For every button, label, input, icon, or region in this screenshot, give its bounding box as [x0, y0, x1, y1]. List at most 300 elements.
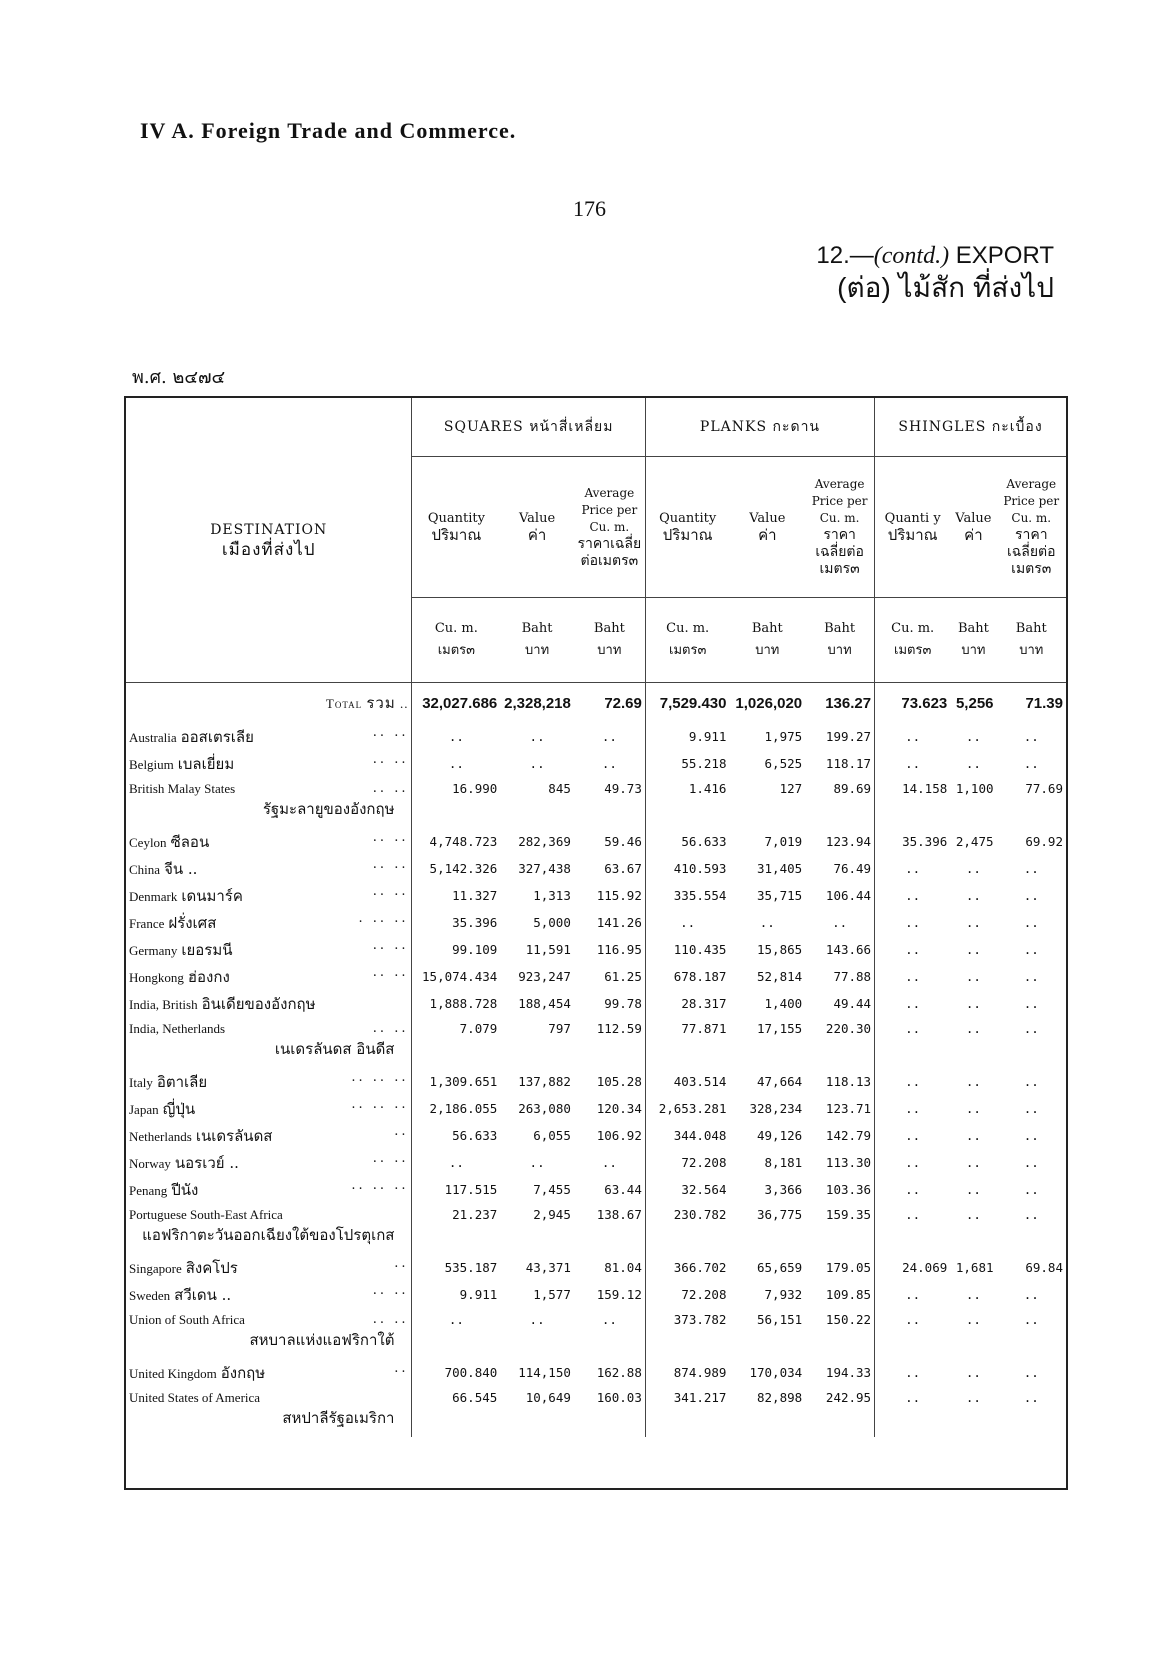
cell-planks-quantity: 341.217: [673, 1390, 727, 1405]
destination-header: [126, 398, 412, 683]
cell-planks-quantity: 77.871: [681, 1021, 727, 1036]
cell-planks-quantity: 32.564: [681, 1182, 727, 1197]
destination-name-th: นอรเวย์ ..: [174, 1153, 239, 1172]
cell-planks-value: 1,975: [764, 729, 803, 744]
destination-cell: [126, 723, 412, 750]
destination-name-en: Germany: [129, 942, 178, 958]
cell-planks-value: 82,898: [757, 1390, 803, 1405]
cell-planks-avg: 113.30: [805, 1149, 874, 1176]
planks-avg-header: Average Price per Cu. m. ราคาเฉลี่ยต่อเมตร๓: [805, 457, 874, 598]
destination-cell: [126, 1281, 412, 1308]
cell-shingles-avg: ..: [1023, 1182, 1039, 1197]
destination-name-th: เนเดรลันดส: [195, 1126, 273, 1145]
cell-squares-avg: 112.59: [574, 1017, 645, 1068]
page-number: 176: [573, 196, 606, 221]
cell-squares-avg: 99.78: [574, 990, 645, 1017]
cell-squares-avg: 81.04: [574, 1254, 645, 1281]
cell-planks-value: 127: [779, 781, 803, 796]
destination-cell: [126, 1017, 412, 1068]
cell-squares-avg: 116.95: [574, 936, 645, 963]
cell-squares-value: 6,055: [533, 1128, 571, 1143]
unit-baht: Baht บาท: [500, 598, 574, 683]
cell-squares-value: 188,454: [518, 996, 571, 1011]
cell-squares-value: 43,371: [525, 1260, 571, 1275]
cell-shingles-quantity: ..: [905, 1207, 921, 1222]
leader-dots: ..: [394, 1123, 409, 1139]
cell-squares-avg: 162.88: [574, 1359, 645, 1386]
title-contd: (contd.): [873, 243, 950, 269]
destination-name-th: สหปาลีรัฐอเมริกา: [282, 1409, 395, 1427]
cell-squares-quantity: 117.515: [444, 1182, 498, 1197]
cell-squares-quantity: 1,309.651: [429, 1074, 498, 1089]
leader-dots: .. ..: [372, 937, 409, 953]
cell-squares-avg: ..: [574, 723, 645, 750]
cell-shingles-quantity: ..: [905, 861, 921, 876]
cell-squares-value: ..: [529, 756, 545, 771]
destination-name-th: ปีนัง: [171, 1180, 199, 1199]
table-row: [126, 828, 1066, 855]
cell-planks-quantity: 28.317: [681, 996, 727, 1011]
cell-squares-avg: 61.25: [574, 963, 645, 990]
cell-planks-avg: 179.05: [805, 1254, 874, 1281]
total-label: Total รวม ..: [126, 683, 412, 724]
cell-planks-avg: 89.69: [805, 777, 874, 828]
cell-squares-value: 11,591: [525, 942, 571, 957]
cell-shingles-value: ..: [965, 942, 981, 957]
cell-shingles-value: ..: [965, 1365, 981, 1380]
destination-cell: [126, 990, 412, 1017]
cell-shingles-avg: ..: [1023, 1312, 1039, 1327]
destination-name-th: สหบาลแห่งแอฟริกาใต้: [249, 1331, 395, 1349]
cell-squares-avg: 138.67: [574, 1203, 645, 1254]
destination-name-th: ฮ่องกง: [187, 967, 230, 986]
cell-shingles-value: ..: [965, 729, 981, 744]
cell-squares-quantity: ..: [448, 729, 464, 744]
destination-name-th: ฝรั่งเศส: [168, 913, 217, 932]
table-row: [126, 1386, 1066, 1437]
cell-squares-value: 845: [548, 781, 571, 796]
cell-shingles-value: ..: [965, 1128, 981, 1143]
table-row: [126, 1176, 1066, 1203]
cell-planks-quantity: 72.208: [681, 1155, 727, 1170]
cell-shingles-avg: ..: [1023, 1155, 1039, 1170]
destination-name-en: United Kingdom: [129, 1365, 217, 1381]
total-squares-avg: 72.69: [574, 683, 645, 724]
cell-planks-quantity: 366.702: [673, 1260, 727, 1275]
cell-shingles-quantity: ..: [905, 1074, 921, 1089]
cell-planks-avg: 194.33: [805, 1359, 874, 1386]
squares-avg-header: Average Price per Cu. m. ราคาเฉลี่ยต่อเมตร๓: [574, 457, 645, 598]
leader-dots: .. ..: [372, 781, 409, 796]
destination-name-th: อังกฤษ: [220, 1363, 266, 1382]
cell-squares-quantity: 66.545: [452, 1390, 498, 1405]
destination-cell: [126, 963, 412, 990]
group-squares: SQUARES หน้าสี่เหลี่ยม: [412, 398, 645, 457]
cell-squares-avg: 63.67: [574, 855, 645, 882]
cell-planks-quantity: 72.208: [681, 1287, 727, 1302]
destination-cell: [126, 1359, 412, 1386]
destination-header-en: DESTINATION: [210, 522, 328, 538]
cell-squares-avg: ..: [574, 1308, 645, 1359]
table-row: [126, 936, 1066, 963]
table-row: [126, 855, 1066, 882]
table-row: [126, 990, 1066, 1017]
cell-squares-avg: 49.73: [574, 777, 645, 828]
unit-baht: Baht บาท: [574, 598, 645, 683]
cell-squares-quantity: 15,074.434: [422, 969, 498, 984]
unit-baht: Baht บาท: [997, 598, 1066, 683]
cell-planks-avg: 49.44: [805, 990, 874, 1017]
table-row: [126, 1359, 1066, 1386]
cell-planks-avg: 106.44: [805, 882, 874, 909]
table-row: [126, 882, 1066, 909]
table-row: [126, 1254, 1066, 1281]
destination-cell: [126, 1386, 412, 1437]
leader-dots: .. ..: [372, 724, 409, 740]
destination-name-th: สิงคโปร: [185, 1258, 238, 1277]
section-title: IV A. Foreign Trade and Commerce.: [140, 118, 517, 143]
cell-squares-avg: 106.92: [574, 1122, 645, 1149]
table-row: [126, 1122, 1066, 1149]
destination-cell: [126, 882, 412, 909]
destination-header-th: เมืองที่ส่งไป: [221, 540, 316, 560]
destination-name-th: จีน ..: [164, 859, 198, 878]
unit-cum: Cu. m. เมตร๓: [412, 598, 500, 683]
destination-cell: [126, 1095, 412, 1122]
cell-shingles-avg: ..: [1023, 861, 1039, 876]
destination-name-en: Penang: [129, 1182, 168, 1198]
cell-shingles-avg: 69.92: [1025, 834, 1063, 849]
table-row: [126, 909, 1066, 936]
cell-shingles-avg: ..: [1023, 1365, 1039, 1380]
cell-planks-avg: 150.22: [805, 1308, 874, 1359]
cell-planks-avg: 77.88: [805, 963, 874, 990]
cell-planks-value: 3,366: [764, 1182, 803, 1197]
destination-cell: [126, 750, 412, 777]
cell-planks-value: 7,019: [764, 834, 803, 849]
cell-planks-avg: 159.35: [805, 1203, 874, 1254]
cell-shingles-quantity: ..: [905, 915, 921, 930]
cell-planks-value: ..: [759, 915, 775, 930]
cell-squares-value: 1,577: [533, 1287, 571, 1302]
cell-squares-quantity: 700.840: [444, 1365, 498, 1380]
cell-squares-value: 137,882: [518, 1074, 571, 1089]
destination-name-en: United States of America: [129, 1390, 261, 1405]
cell-planks-value: 8,181: [764, 1155, 803, 1170]
table-title-english: [816, 240, 1054, 272]
cell-planks-avg: 123.71: [805, 1095, 874, 1122]
cell-planks-value: 15,865: [757, 942, 803, 957]
cell-squares-quantity: 16.990: [452, 781, 498, 796]
cell-shingles-value: ..: [965, 756, 981, 771]
cell-planks-value: 328,234: [749, 1101, 803, 1116]
cell-squares-value: 1,313: [533, 888, 571, 903]
table-title: [816, 240, 1054, 304]
destination-name-th: เบลเยี่ยม: [177, 754, 235, 773]
destination-cell: [126, 1122, 412, 1149]
total-shingles-value: 5,256: [955, 694, 994, 712]
table-row: [126, 1017, 1066, 1068]
cell-planks-value: 170,034: [749, 1365, 803, 1380]
cell-planks-value: 17,155: [757, 1021, 803, 1036]
leader-dots: ..: [394, 1255, 409, 1271]
destination-name-en: Sweden: [129, 1287, 171, 1303]
total-squares-value: 2,328,218: [504, 694, 571, 712]
total-shingles-avg: 71.39: [1025, 694, 1063, 712]
unit-cum: Cu. m. เมตร๓: [645, 598, 729, 683]
destination-cell: [126, 1254, 412, 1281]
destination-cell: [126, 828, 412, 855]
cell-shingles-value: ..: [965, 1021, 981, 1036]
cell-planks-avg: 142.79: [805, 1122, 874, 1149]
cell-squares-quantity: 11.327: [452, 888, 498, 903]
leader-dots: .. ..: [372, 1150, 409, 1166]
cell-squares-quantity: 7.079: [459, 1021, 498, 1036]
cell-squares-value: 327,438: [518, 861, 571, 876]
cell-squares-avg: 105.28: [574, 1068, 645, 1095]
cell-planks-quantity: 403.514: [673, 1074, 727, 1089]
cell-planks-quantity: 678.187: [673, 969, 727, 984]
cell-planks-value: 65,659: [757, 1260, 803, 1275]
cell-planks-value: 36,775: [757, 1207, 803, 1222]
leader-dots: .. ..: [372, 1021, 409, 1036]
destination-name-th: ญี่ปุ่น: [162, 1099, 196, 1118]
cell-squares-value: 923,247: [518, 969, 571, 984]
cell-planks-quantity: 373.782: [673, 1312, 727, 1327]
total-shingles-quantity: 73.623: [901, 694, 948, 712]
cell-shingles-avg: ..: [1023, 1021, 1039, 1036]
cell-squares-avg: ..: [574, 750, 645, 777]
cell-planks-quantity: 1.416: [688, 781, 727, 796]
cell-shingles-avg: ..: [1023, 1074, 1039, 1089]
cell-squares-quantity: 21.237: [452, 1207, 498, 1222]
destination-cell: [126, 936, 412, 963]
table-row: [126, 1068, 1066, 1095]
leader-dots: .. ..: [372, 856, 409, 872]
cell-shingles-quantity: 35.396: [902, 834, 948, 849]
planks-value-header: Value ค่า: [729, 457, 805, 598]
cell-shingles-avg: ..: [1023, 1128, 1039, 1143]
cell-squares-quantity: 9.911: [459, 1287, 498, 1302]
table-row: [126, 777, 1066, 828]
cell-planks-quantity: 335.554: [673, 888, 727, 903]
cell-shingles-avg: ..: [1023, 1287, 1039, 1302]
destination-name-th: เยอรมนี: [181, 940, 233, 959]
cell-planks-quantity: 344.048: [673, 1128, 727, 1143]
cell-squares-value: 263,080: [518, 1101, 571, 1116]
cell-shingles-avg: ..: [1023, 729, 1039, 744]
cell-planks-avg: 118.13: [805, 1068, 874, 1095]
cell-shingles-avg: ..: [1023, 942, 1039, 957]
destination-cell: [126, 1203, 412, 1254]
destination-name-en: British Malay States: [129, 781, 236, 796]
cell-shingles-quantity: ..: [905, 969, 921, 984]
cell-shingles-value: ..: [965, 1312, 981, 1327]
squares-value-header: Value ค่า: [500, 457, 574, 598]
leader-dots: .. .. ..: [351, 1096, 409, 1112]
cell-shingles-avg: ..: [1023, 888, 1039, 903]
cell-shingles-value: ..: [965, 1074, 981, 1089]
cell-squares-value: 10,649: [525, 1390, 571, 1405]
cell-shingles-quantity: ..: [905, 942, 921, 957]
cell-planks-quantity: 2,653.281: [658, 1101, 727, 1116]
destination-name-th: เนเดรลันดส อินดีส: [274, 1040, 395, 1058]
cell-squares-value: 797: [548, 1021, 571, 1036]
squares-quantity-header: Quantity ปริมาณ: [412, 457, 500, 598]
destination-name-th: แอฟริกาตะวันออกเฉียงใต้ของโปรตุเกส: [142, 1226, 395, 1244]
cell-squares-quantity: ..: [448, 756, 464, 771]
title-export: EXPORT: [955, 242, 1054, 269]
table-title-thai: (ต่อ) ไม้สัก ที่ส่งไป: [837, 272, 1054, 303]
total-planks-avg: 136.27: [805, 683, 874, 724]
cell-shingles-value: ..: [965, 1155, 981, 1170]
cell-squares-quantity: 99.109: [452, 942, 498, 957]
cell-squares-value: 114,150: [518, 1365, 571, 1380]
cell-shingles-quantity: ..: [905, 888, 921, 903]
cell-shingles-avg: ..: [1023, 756, 1039, 771]
cell-shingles-avg: 69.84: [1025, 1260, 1063, 1275]
cell-planks-avg: 242.95: [805, 1386, 874, 1437]
cell-planks-quantity: 410.593: [673, 861, 727, 876]
destination-name-en: Union of South Africa: [129, 1312, 245, 1327]
destination-name-en: Belgium: [129, 756, 174, 772]
table-row: [126, 1095, 1066, 1122]
unit-baht: Baht บาท: [805, 598, 874, 683]
cell-planks-value: 35,715: [757, 888, 803, 903]
destination-name-th: ซีลอน: [170, 832, 210, 851]
cell-shingles-quantity: ..: [905, 729, 921, 744]
cell-squares-avg: 115.92: [574, 882, 645, 909]
cell-shingles-avg: ..: [1023, 1207, 1039, 1222]
cell-squares-avg: ..: [574, 1149, 645, 1176]
cell-planks-avg: 123.94: [805, 828, 874, 855]
cell-shingles-value: 1,681: [955, 1260, 994, 1275]
cell-planks-value: 56,151: [757, 1312, 803, 1327]
cell-shingles-value: ..: [965, 1101, 981, 1116]
total-squares-quantity: 32,027.686: [422, 694, 498, 712]
cell-shingles-value: ..: [965, 1207, 981, 1222]
leader-dots: .. ..: [372, 964, 409, 980]
cell-planks-value: 31,405: [757, 861, 803, 876]
cell-shingles-avg: ..: [1023, 996, 1039, 1011]
cell-shingles-quantity: ..: [905, 1128, 921, 1143]
cell-squares-quantity: 1,888.728: [429, 996, 498, 1011]
destination-name-en: Japan: [129, 1101, 159, 1117]
cell-squares-avg: 63.44: [574, 1176, 645, 1203]
table-row: [126, 1203, 1066, 1254]
total-row: [126, 683, 1066, 724]
destination-name-en: India, British: [129, 996, 198, 1012]
cell-shingles-avg: 77.69: [1025, 781, 1063, 796]
shingles-value-header: Value ค่า: [950, 457, 996, 598]
table-row: [126, 963, 1066, 990]
cell-shingles-avg: ..: [1023, 1101, 1039, 1116]
destination-name-en: Portuguese South-East Africa: [129, 1207, 283, 1222]
destination-name-en: France: [129, 915, 165, 931]
leader-dots: .. ..: [372, 751, 409, 767]
cell-shingles-value: ..: [965, 1287, 981, 1302]
cell-squares-value: ..: [529, 1312, 545, 1327]
cell-shingles-avg: ..: [1023, 1390, 1039, 1405]
leader-dots: .. ..: [372, 1312, 409, 1327]
table-row: [126, 750, 1066, 777]
cell-squares-quantity: 56.633: [452, 1128, 498, 1143]
cell-squares-avg: 159.12: [574, 1281, 645, 1308]
cell-planks-quantity: 110.435: [673, 942, 727, 957]
cell-shingles-quantity: ..: [905, 1287, 921, 1302]
cell-shingles-value: ..: [965, 861, 981, 876]
destination-name-en: India, Netherlands: [129, 1021, 226, 1036]
table-row: [126, 723, 1066, 750]
unit-baht: Baht บาท: [729, 598, 805, 683]
cell-planks-avg: 199.27: [805, 723, 874, 750]
group-shingles: SHINGLES กะเบื้อง: [898, 419, 1043, 435]
cell-planks-avg: 109.85: [805, 1281, 874, 1308]
cell-shingles-quantity: ..: [905, 1021, 921, 1036]
leader-dots: .. ..: [372, 829, 409, 845]
cell-squares-avg: 160.03: [574, 1386, 645, 1437]
table-row: [126, 1281, 1066, 1308]
cell-planks-value: 6,525: [764, 756, 803, 771]
cell-shingles-value: ..: [965, 1390, 981, 1405]
cell-shingles-value: ..: [965, 1182, 981, 1197]
destination-cell: [126, 1149, 412, 1176]
cell-shingles-quantity: ..: [905, 756, 921, 771]
cell-shingles-avg: ..: [1023, 915, 1039, 930]
cell-planks-value: 49,126: [757, 1128, 803, 1143]
destination-cell: [126, 1308, 412, 1359]
leader-dots: . .. ..: [358, 910, 409, 926]
cell-squares-value: 7,455: [533, 1182, 571, 1197]
cell-planks-avg: 143.66: [805, 936, 874, 963]
total-planks-quantity: 7,529.430: [659, 694, 727, 712]
year-label: พ.ศ. ๒๔๗๔: [132, 367, 226, 388]
destination-name-th: รัฐมะลายูของอังกฤษ: [262, 800, 395, 818]
destination-name-en: Hongkong: [129, 969, 184, 985]
destination-name-en: Norway: [129, 1155, 171, 1171]
unit-cum: Cu. m. เมตร๓: [875, 598, 951, 683]
destination-cell: [126, 777, 412, 828]
cell-squares-quantity: 35.396: [452, 915, 498, 930]
cell-squares-value: 282,369: [518, 834, 571, 849]
destination-name-en: Singapore: [129, 1260, 182, 1276]
cell-shingles-quantity: ..: [905, 1182, 921, 1197]
cell-shingles-quantity: ..: [905, 996, 921, 1011]
destination-name-en: Italy: [129, 1074, 153, 1090]
table-row: [126, 1308, 1066, 1359]
cell-planks-avg: 118.17: [805, 750, 874, 777]
cell-shingles-quantity: 14.158: [902, 781, 948, 796]
cell-shingles-value: ..: [965, 996, 981, 1011]
shingles-quantity-header: Quanti y ปริมาณ: [875, 457, 951, 598]
destination-cell: [126, 855, 412, 882]
table-row: [126, 1149, 1066, 1176]
cell-squares-avg: 141.26: [574, 909, 645, 936]
total-planks-value: 1,026,020: [735, 694, 803, 712]
cell-planks-value: 7,932: [764, 1287, 803, 1302]
leader-dots: .. ..: [372, 883, 409, 899]
leader-dots: .. ..: [372, 1282, 409, 1298]
cell-squares-value: 2,945: [533, 1207, 571, 1222]
destination-name-en: Netherlands: [129, 1128, 192, 1144]
planks-quantity-header: Quantity ปริมาณ: [645, 457, 729, 598]
cell-shingles-value: ..: [965, 888, 981, 903]
group-planks: PLANKS กะดาน: [645, 398, 874, 457]
destination-name-en: Ceylon: [129, 834, 167, 850]
destination-name-th: เดนมาร์ค: [181, 886, 243, 905]
destination-name-th: อิตาเลีย: [156, 1072, 208, 1091]
cell-planks-quantity: 55.218: [681, 756, 727, 771]
